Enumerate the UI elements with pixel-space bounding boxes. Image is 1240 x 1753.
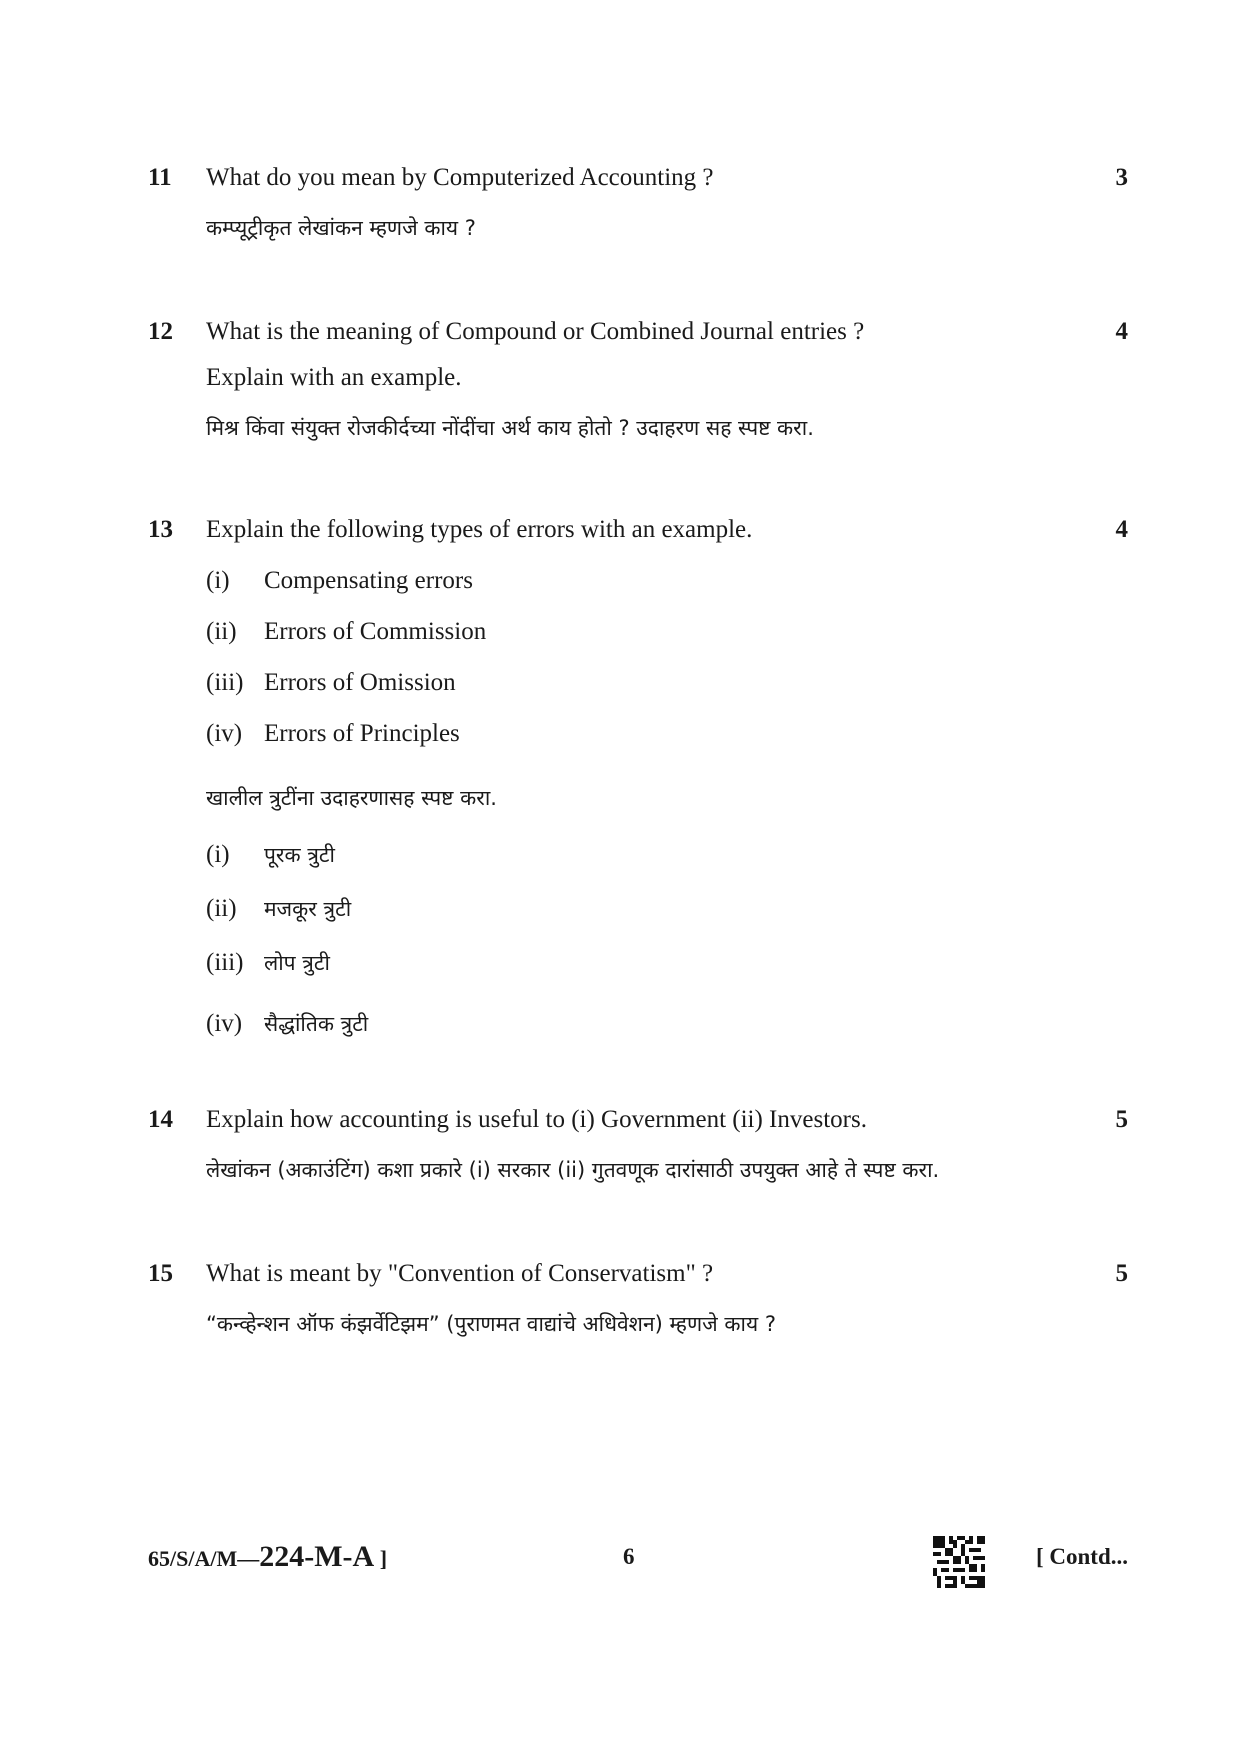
question-number: 13 bbox=[148, 516, 173, 543]
list-item bbox=[206, 617, 486, 647]
question-marks: 3 bbox=[1115, 164, 1128, 191]
page-footer bbox=[148, 1540, 1128, 1580]
question-translation: खालील त्रुटींना उदाहरणासह स्पष्ट करा. bbox=[206, 786, 497, 810]
item-label: Errors of Principles bbox=[264, 720, 460, 747]
item-label: लोप त्रुटी bbox=[264, 951, 330, 975]
question-marks: 5 bbox=[1115, 1260, 1128, 1287]
item-label: सैद्धांतिक त्रुटी bbox=[264, 1012, 369, 1036]
paper-code-suffix: ] bbox=[374, 1546, 388, 1571]
question-body bbox=[206, 1097, 1046, 1185]
item-number: (ii) bbox=[206, 618, 237, 645]
question-text: Explain how accounting is useful to (i) Government (ii) Investors. bbox=[206, 1106, 867, 1133]
item-number: (ii) bbox=[206, 895, 237, 922]
paper-code-prefix: 65/S/A/M— bbox=[148, 1546, 260, 1571]
list-item-translated bbox=[206, 1009, 368, 1039]
paper-code bbox=[148, 1540, 387, 1576]
question-body bbox=[206, 309, 1046, 443]
item-label: पूरक त्रुटी bbox=[264, 843, 335, 867]
item-number: (i) bbox=[206, 841, 230, 868]
list-item-translated bbox=[206, 840, 335, 870]
item-number: (iii) bbox=[206, 949, 244, 976]
page-number: 6 bbox=[623, 1544, 635, 1569]
continued-label: [ Contd... bbox=[1035, 1544, 1128, 1569]
item-number: (iv) bbox=[206, 1010, 243, 1037]
item-label: मजकूर त्रुटी bbox=[264, 897, 352, 921]
question-number: 12 bbox=[148, 318, 173, 345]
question-text: What do you mean by Computerized Accounting ? bbox=[206, 164, 714, 191]
question-number: 14 bbox=[148, 1106, 173, 1133]
list-item-translated bbox=[206, 894, 351, 924]
question-text-line-1: What is the meaning of Compound or Combined Journal entries ? bbox=[206, 318, 865, 345]
paper-code-main: 224-M-A bbox=[259, 1540, 375, 1573]
question-translation: मिश्र किंवा संयुक्त रोजकीर्दच्या नोंदींचा अर्थ काय होतो ? उदाहरण सह स्पष्ट करा. bbox=[206, 416, 814, 440]
question-body bbox=[206, 507, 1046, 553]
question-number: 11 bbox=[148, 164, 172, 191]
item-label: Errors of Omission bbox=[264, 669, 456, 696]
item-number: (i) bbox=[206, 567, 230, 594]
question-translation: कम्प्यूट्रीकृत लेखांकन म्हणजे काय ? bbox=[206, 216, 476, 240]
question-text: Explain the following types of errors with an example. bbox=[206, 516, 753, 543]
item-number: (iii) bbox=[206, 669, 244, 696]
question-text-line-2: Explain with an example. bbox=[206, 364, 462, 391]
question-text: What is meant by "Convention of Conservatism" ? bbox=[206, 1260, 714, 1287]
list-item-translated bbox=[206, 948, 330, 978]
item-number: (iv) bbox=[206, 720, 243, 747]
question-marks: 5 bbox=[1115, 1106, 1128, 1133]
list-item bbox=[206, 668, 456, 698]
question-marks: 4 bbox=[1115, 318, 1128, 345]
item-label: Errors of Commission bbox=[264, 618, 487, 645]
list-item bbox=[206, 719, 460, 749]
question-translation: लेखांकन (अकाउंटिंग) कशा प्रकारे (i) सरकार (ii) गुतवणूक दारांसाठी उपयुक्त आहे ते स्पष्ट करा. bbox=[206, 1158, 940, 1182]
item-label: Compensating errors bbox=[264, 567, 473, 594]
qr-code-icon bbox=[933, 1536, 985, 1588]
question-number: 15 bbox=[148, 1260, 173, 1287]
list-item bbox=[206, 566, 473, 596]
question-translation: “कन्व्हेन्शन ऑफ कंझर्वेटिझम” (पुराणमत वाद्यांचे अधिवेशन) म्हणजे काय ? bbox=[206, 1312, 776, 1336]
question-marks: 4 bbox=[1115, 516, 1128, 543]
question-body bbox=[206, 1251, 1046, 1339]
question-body bbox=[206, 155, 1046, 243]
